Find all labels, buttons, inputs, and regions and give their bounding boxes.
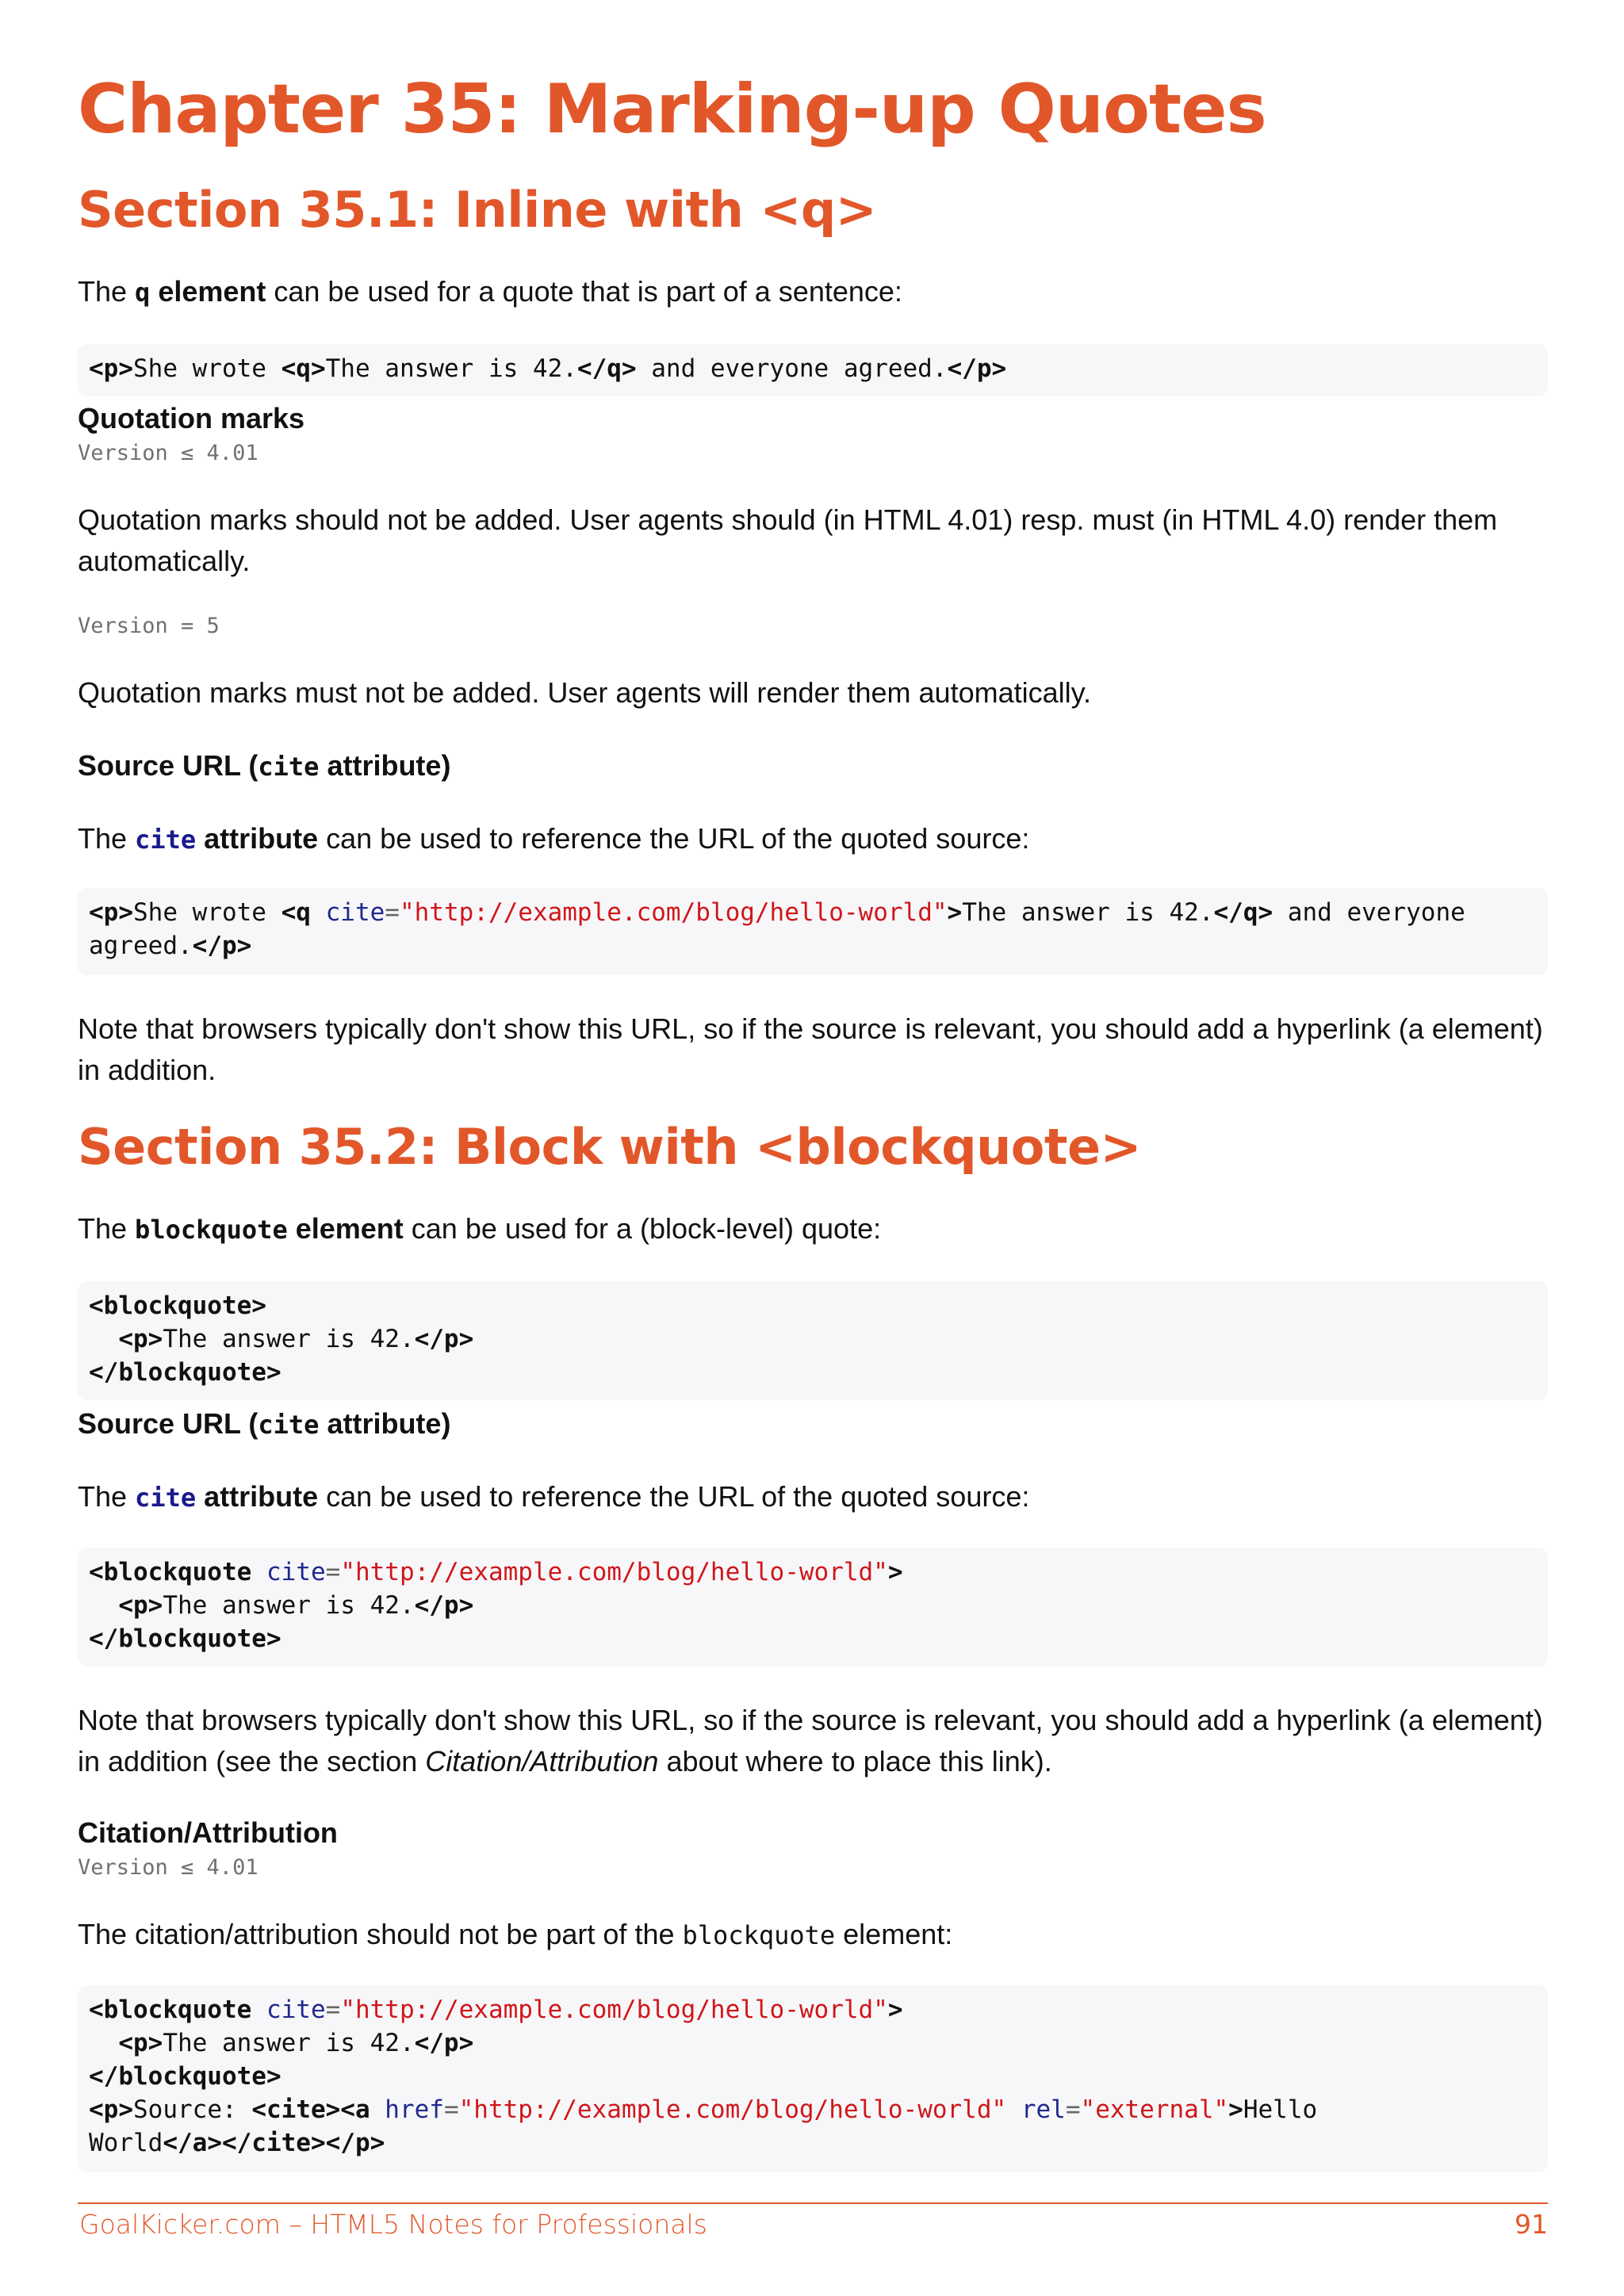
cite-intro-paragraph: The cite attribute can be used to reference the URL of the quoted source: <box>78 822 1030 855</box>
version-badge: Version ≤ 4.01 <box>78 441 259 465</box>
q-intro-paragraph: The q element can be used for a quote that is part of a sentence: <box>78 275 902 308</box>
quotation-marks-text-2: Quotation marks must not be added. User agents will render them automatically. <box>78 676 1091 709</box>
chapter-title: Chapter 35: Marking-up Quotes <box>78 70 1266 149</box>
blockquote-note-paragraph: Note that browsers typically don't show this URL, so if the source is relevant, you should add a hyperlink (a element) in addition (see the section Citation/Attribution about where to place this link). <box>78 1704 1543 1777</box>
blockquote-intro-paragraph: The blockquote element can be used for a (block-level) quote: <box>78 1212 882 1245</box>
code-block-q-basic: <p>She wrote <q>The answer is 42.</q> and everyone agreed.</p> <box>78 344 1548 396</box>
version-badge: Version = 5 <box>78 614 220 638</box>
code-block-citation: <blockquote cite="http://example.com/blog/hello-world"> <p>The answer is 42.</p> </blockquote> <p>Source: <cite><a href="http://example.com/blog/hello-world" rel="external">Hello World</a></cite></p> <box>78 1985 1548 2172</box>
section-title-35-1: Section 35.1: Inline with <q> <box>78 181 877 239</box>
code-block-blockquote-basic: <blockquote> <p>The answer is 42.</p> </blockquote> <box>78 1281 1548 1400</box>
code-block-q-cite: <p>She wrote <q cite="http://example.com/blog/hello-world">The answer is 42.</q> and everyone agreed.</p> <box>78 888 1548 975</box>
cite-intro-paragraph-2: The cite attribute can be used to reference the URL of the quoted source: <box>78 1480 1030 1513</box>
version-badge: Version ≤ 4.01 <box>78 1855 259 1880</box>
section-title-35-2: Section 35.2: Block with <blockquote> <box>78 1118 1141 1176</box>
quotation-marks-text-1: Quotation marks should not be added. User agents should (in HTML 4.01) resp. must (in HTML 4.0) render them automatically. <box>78 503 1498 577</box>
footer-source: GoalKicker.com – HTML5 Notes for Professionals <box>79 2209 707 2240</box>
citation-text-paragraph: The citation/attribution should not be part of the blockquote element: <box>78 1918 953 1950</box>
code-block-blockquote-cite: <blockquote cite="http://example.com/blog/hello-world"> <p>The answer is 42.</p> </blockquote> <box>78 1548 1548 1667</box>
citation-attribution-heading: Citation/Attribution <box>78 1816 338 1849</box>
quotation-marks-heading: Quotation marks <box>78 402 305 434</box>
q-note-paragraph: Note that browsers typically don't show this URL, so if the source is relevant, you should add a hyperlink (a element) in addition. <box>78 1012 1543 1086</box>
page-number: 91 <box>1515 2209 1548 2240</box>
footer-divider <box>78 2202 1548 2204</box>
source-url-heading-2: Source URL (cite attribute) <box>78 1407 451 1440</box>
source-url-heading: Source URL (cite attribute) <box>78 749 451 782</box>
